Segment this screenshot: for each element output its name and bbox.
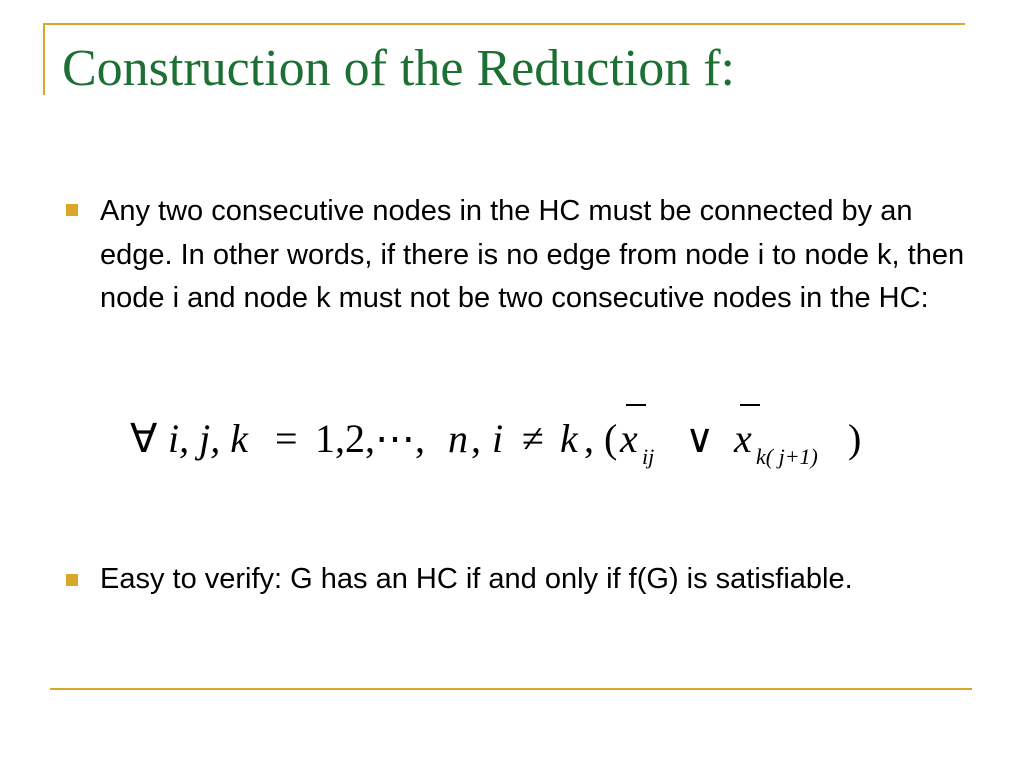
formula-comma-2: , xyxy=(584,416,594,461)
formula-x1: x xyxy=(620,416,638,461)
formula-close-paren: ) xyxy=(848,416,862,461)
slide-title: Construction of the Reduction f: xyxy=(62,40,736,97)
formula-clause xyxy=(130,372,910,492)
formula-sub2: k( j+1) xyxy=(756,444,818,469)
forall-symbol: ∀ xyxy=(130,416,158,461)
formula-variables: i, j, k xyxy=(168,416,248,461)
formula-neq: ≠ xyxy=(522,416,544,461)
formula-range: 1,2,⋯, xyxy=(315,416,425,461)
formula-x2: x xyxy=(734,416,752,461)
formula-or: ∨ xyxy=(685,416,715,461)
bullet-marker-1 xyxy=(66,204,78,216)
formula-open-paren: ( xyxy=(604,416,618,461)
frame-left-line xyxy=(43,23,45,95)
formula-sub1: ij xyxy=(642,444,655,469)
bullet-text-2: Easy to verify: G has an HC if and only if f(G) is satisfiable. xyxy=(100,563,853,595)
bullet-text-1: Any two consecutive nodes in the HC must be connected by an edge. In other words, if there is no edge from node i to node k, then node i and node k must not be two consecutive nodes in the HC: xyxy=(100,195,965,314)
frame-top-line xyxy=(43,23,965,25)
formula-equals: = xyxy=(275,416,298,461)
frame-bottom-line xyxy=(50,688,972,690)
formula-i: i xyxy=(492,416,504,461)
formula-n: n xyxy=(448,416,468,461)
bullet-marker-2 xyxy=(66,574,78,586)
formula-k: k xyxy=(560,416,578,461)
formula-comma-1: , xyxy=(471,416,481,461)
